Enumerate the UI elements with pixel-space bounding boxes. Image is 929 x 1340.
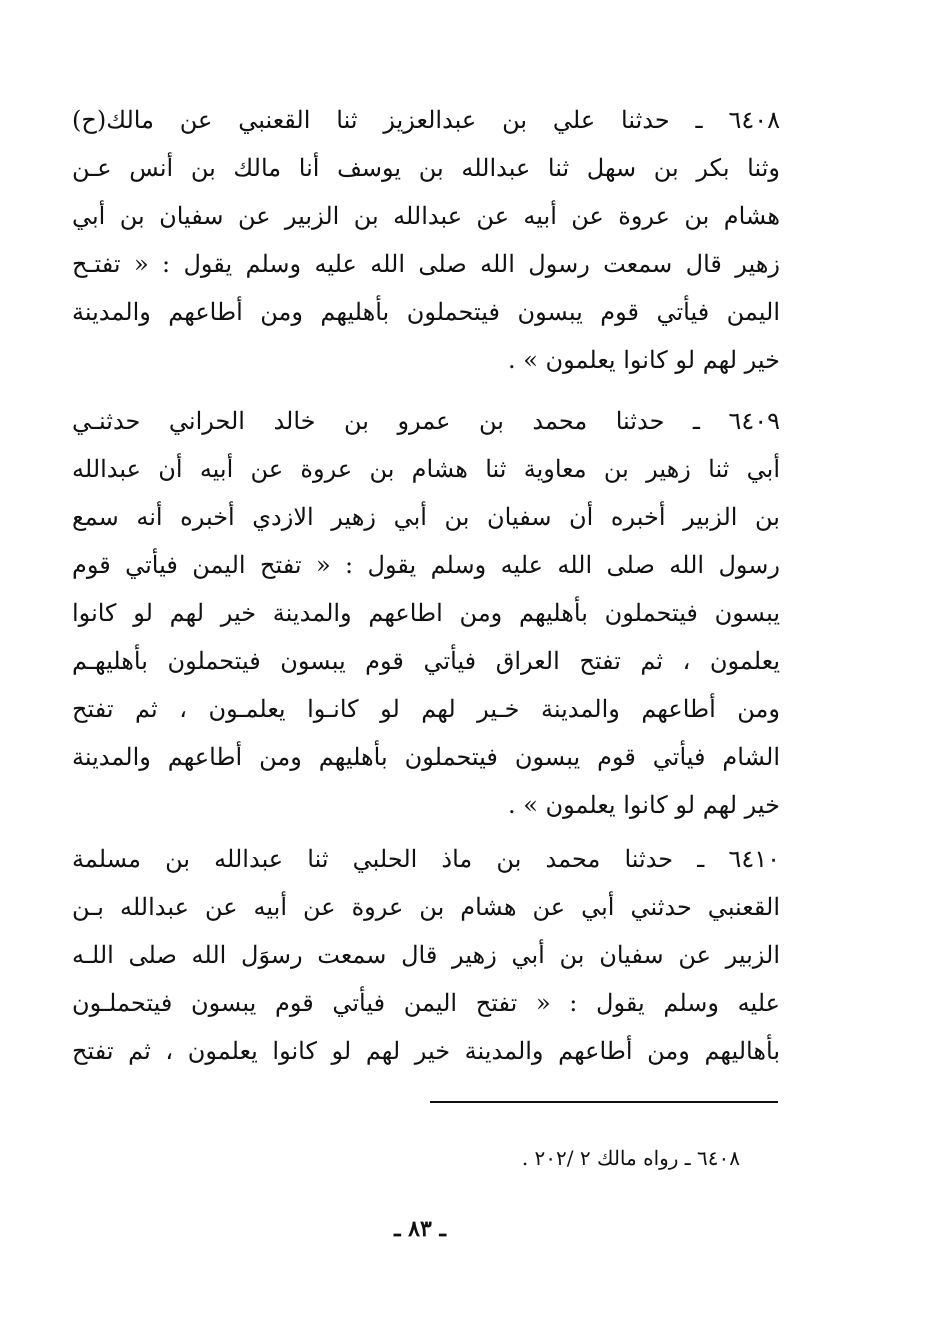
text-line: خير لهم لو كانوا يعلمون » . bbox=[507, 346, 780, 374]
text-line: ٦٤١٠ ـ حدثنا محمد بن ماذ الحلبي ثنا عبدالله بن مسلمة bbox=[72, 845, 780, 873]
page-number: ـ ٨٣ ـ bbox=[394, 1216, 446, 1242]
footnote: ٦٤٠٨ ـ رواه مالك ٢ /٢٠٢ . bbox=[521, 1146, 740, 1170]
text-line: أبي ثنا زهير بن معاوية ثنا هشام بن عروة عن أبيه أن عبدالله bbox=[72, 455, 780, 483]
text-line: القعنبي حدثني أبي عن هشام بن عروة عن أبيه عن عبدالله بـن bbox=[72, 893, 780, 921]
text-line: رسول الله صلى الله عليه وسلم يقول : « تفتح اليمن فيأتي قوم bbox=[72, 551, 780, 579]
text-line: بن الزبير أخبره أن سفيان بن أبي زهير الازدي أخبره أنه سمع bbox=[72, 503, 780, 531]
text-line: يبسون فيتحملون بأهليهم ومن اطاعهم والمدينة خير لهم لو كانوا bbox=[72, 599, 780, 627]
text-line: عليه وسلم يقول : « تفتح اليمن فيأتي قوم يبسون فيتحملـون bbox=[72, 989, 780, 1017]
text-line: وثنا بكر بن سهل ثنا عبدالله بن يوسف أنا مالك بن أنس عـن bbox=[72, 154, 780, 182]
footnote-divider bbox=[430, 1101, 778, 1103]
text-line: يعلمون ، ثم تفتح العراق فيأتي قوم يبسون فيتحملون بأهليهـم bbox=[72, 647, 780, 675]
text-line: بأهاليهم ومن أطاعهم والمدينة خير لهم لو كانوا يعلمون ، ثم تفتح bbox=[72, 1037, 780, 1065]
text-line: هشام بن عروة عن أبيه عن عبدالله بن الزبير عن سفيان بن أبي bbox=[72, 202, 780, 230]
text-line: زهير قال سمعت رسول الله صلى الله عليه وسلم يقول : « تفتـح bbox=[72, 250, 780, 278]
text-line: اليمن فيأتي قوم يبسون فيتحملون بأهليهم ومن أطاعهم والمدينة bbox=[72, 298, 780, 326]
hadith-6410 bbox=[72, 835, 780, 1075]
text-line: الشام فيأتي قوم يبسون فيتحملون بأهليهم ومن أطاعهم والمدينة bbox=[72, 743, 780, 771]
text-line: خير لهم لو كانوا يعلمون » . bbox=[507, 791, 780, 819]
hadith-6408 bbox=[72, 96, 780, 384]
hadith-6409 bbox=[72, 397, 780, 829]
text-line: ومن أطاعهم والمدينة خـير لهم لو كانـوا يعلمـون ، ثم تفتح bbox=[72, 695, 780, 723]
text-line: الزبير عن سفيان بن أبي زهير قال سمعت رسوَل الله صلى اللـه bbox=[72, 941, 780, 969]
text-line: ٦٤٠٩ ـ حدثنا محمد بن عمرو بن خالد الحراني حدثنـي bbox=[72, 407, 780, 435]
text-line: ٦٤٠٨ ـ حدثنا علي بن عبدالعزيز ثنا القعنبي عن مالك(ح) bbox=[72, 106, 780, 134]
